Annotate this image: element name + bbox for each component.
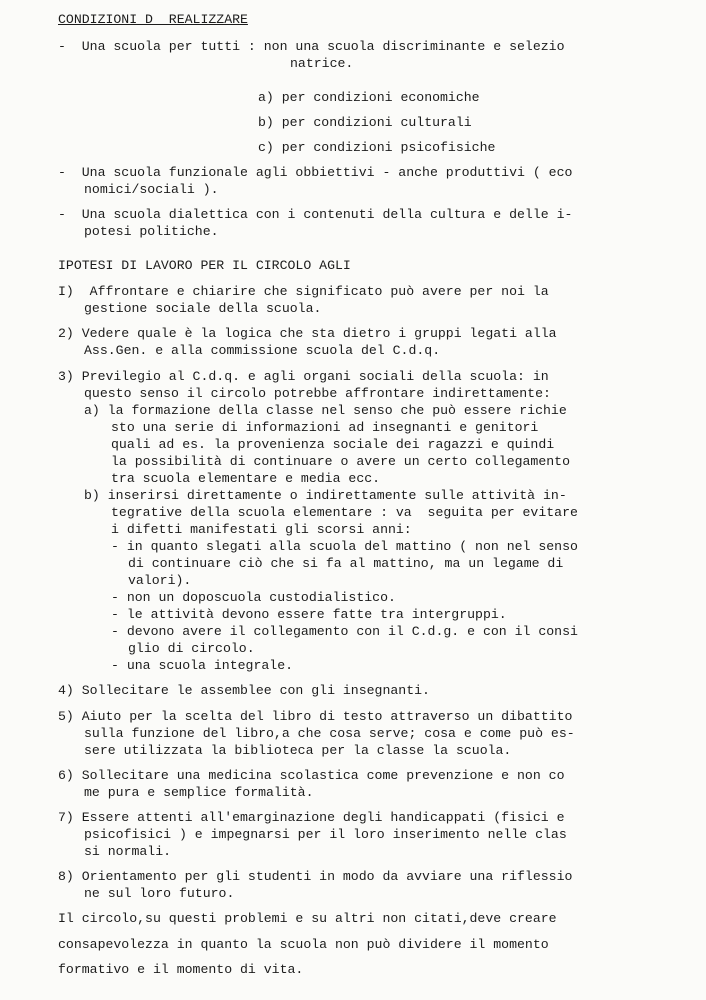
numbered-line: psicofisici ) e impegnarsi per il loro inserimento nelle clas	[84, 827, 567, 842]
numbered-line: 3) Previlegio al C.d.q. e agli organi sociali della scuola: in	[58, 369, 549, 384]
numbered-line: b) inserirsi direttamente o indirettamente sulle attività in-	[84, 488, 567, 503]
dash-line: glio di circolo.	[128, 641, 255, 656]
closing-line: consapevolezza in quanto la scuola non può dividere il momento	[58, 937, 549, 952]
numbered-line: me pura e semplice formalità.	[84, 785, 314, 800]
closing-line: Il circolo,su questi problemi e su altri non citati,deve creare	[58, 911, 557, 926]
section-heading-condizioni: CONDIZIONI D REALIZZARE	[58, 12, 248, 27]
dash-line: - in quanto slegati alla scuola del mattino ( non nel senso	[111, 539, 578, 554]
numbered-line: a) la formazione della classe nel senso che può essere richie	[84, 403, 567, 418]
dash-line: - devono avere il collegamento con il C.d.g. e con il consi	[111, 624, 578, 639]
numbered-line: sto una serie di informazioni ad insegnanti e genitori	[111, 420, 539, 435]
numbered-line: gestione sociale della scuola.	[84, 301, 322, 316]
dash-line: - una scuola integrale.	[111, 658, 294, 673]
closing-line: formativo e il momento di vita.	[58, 962, 304, 977]
numbered-line: Ass.Gen. e alla commissione scuola del C.d.q.	[84, 343, 441, 358]
dash-line: - non un doposcuola custodialistico.	[111, 590, 396, 605]
bullet-line: - Una scuola dialettica con i contenuti della cultura e delle i-	[58, 207, 573, 222]
numbered-line: si normali.	[84, 844, 172, 859]
sub-item: a) per condizioni economiche	[258, 90, 480, 105]
numbered-line: 4) Sollecitare le assemblee con gli insegnanti.	[58, 683, 430, 698]
numbered-line: 6) Sollecitare una medicina scolastica come prevenzione e non co	[58, 768, 565, 783]
numbered-line: sere utilizzata la biblioteca per la classe la scuola.	[84, 743, 512, 758]
section-heading-ipotesi: IPOTESI DI LAVORO PER IL CIRCOLO AGLI	[58, 258, 351, 273]
numbered-line: ne sul loro futuro.	[84, 886, 235, 901]
dash-line: di continuare ciò che si fa al mattino, ma un legame di	[128, 556, 564, 571]
bullet-line: natrice.	[290, 56, 354, 71]
numbered-line: 5) Aiuto per la scelta del libro di testo attraverso un dibattito	[58, 709, 573, 724]
bullet-line: potesi politiche.	[84, 224, 219, 239]
dash-line: - le attività devono essere fatte tra intergruppi.	[111, 607, 507, 622]
numbered-line: tegrative della scuola elementare : va seguita per evitare	[111, 505, 578, 520]
sub-item: b) per condizioni culturali	[258, 115, 472, 130]
numbered-line: sulla funzione del libro,a che cosa serve; cosa e come può es-	[84, 726, 575, 741]
numbered-line: la possibilità di continuare o avere un certo collegamento	[111, 454, 570, 469]
dash-line: valori).	[128, 573, 192, 588]
numbered-line: 7) Essere attenti all'emarginazione degli handicappati (fisici e	[58, 810, 565, 825]
numbered-line: 8) Orientamento per gli studenti in modo da avviare una riflessio	[58, 869, 573, 884]
bullet-line: nomici/sociali ).	[84, 182, 219, 197]
numbered-line: questo senso il circolo potrebbe affrontare indirettamente:	[84, 386, 551, 401]
numbered-line: tra scuola elementare e media ecc.	[111, 471, 381, 486]
sub-item: c) per condizioni psicofisiche	[258, 140, 496, 155]
numbered-line: I) Affrontare e chiarire che significato può avere per noi la	[58, 284, 549, 299]
bullet-line: - Una scuola funzionale agli obbiettivi - anche produttivi ( eco	[58, 165, 573, 180]
numbered-line: i difetti manifestati gli scorsi anni:	[111, 522, 412, 537]
numbered-line: quali ad es. la provenienza sociale dei ragazzi e quindi	[111, 437, 555, 452]
bullet-line: - Una scuola per tutti : non una scuola discriminante e selezio	[58, 39, 565, 54]
numbered-line: 2) Vedere quale è la logica che sta dietro i gruppi legati alla	[58, 326, 557, 341]
